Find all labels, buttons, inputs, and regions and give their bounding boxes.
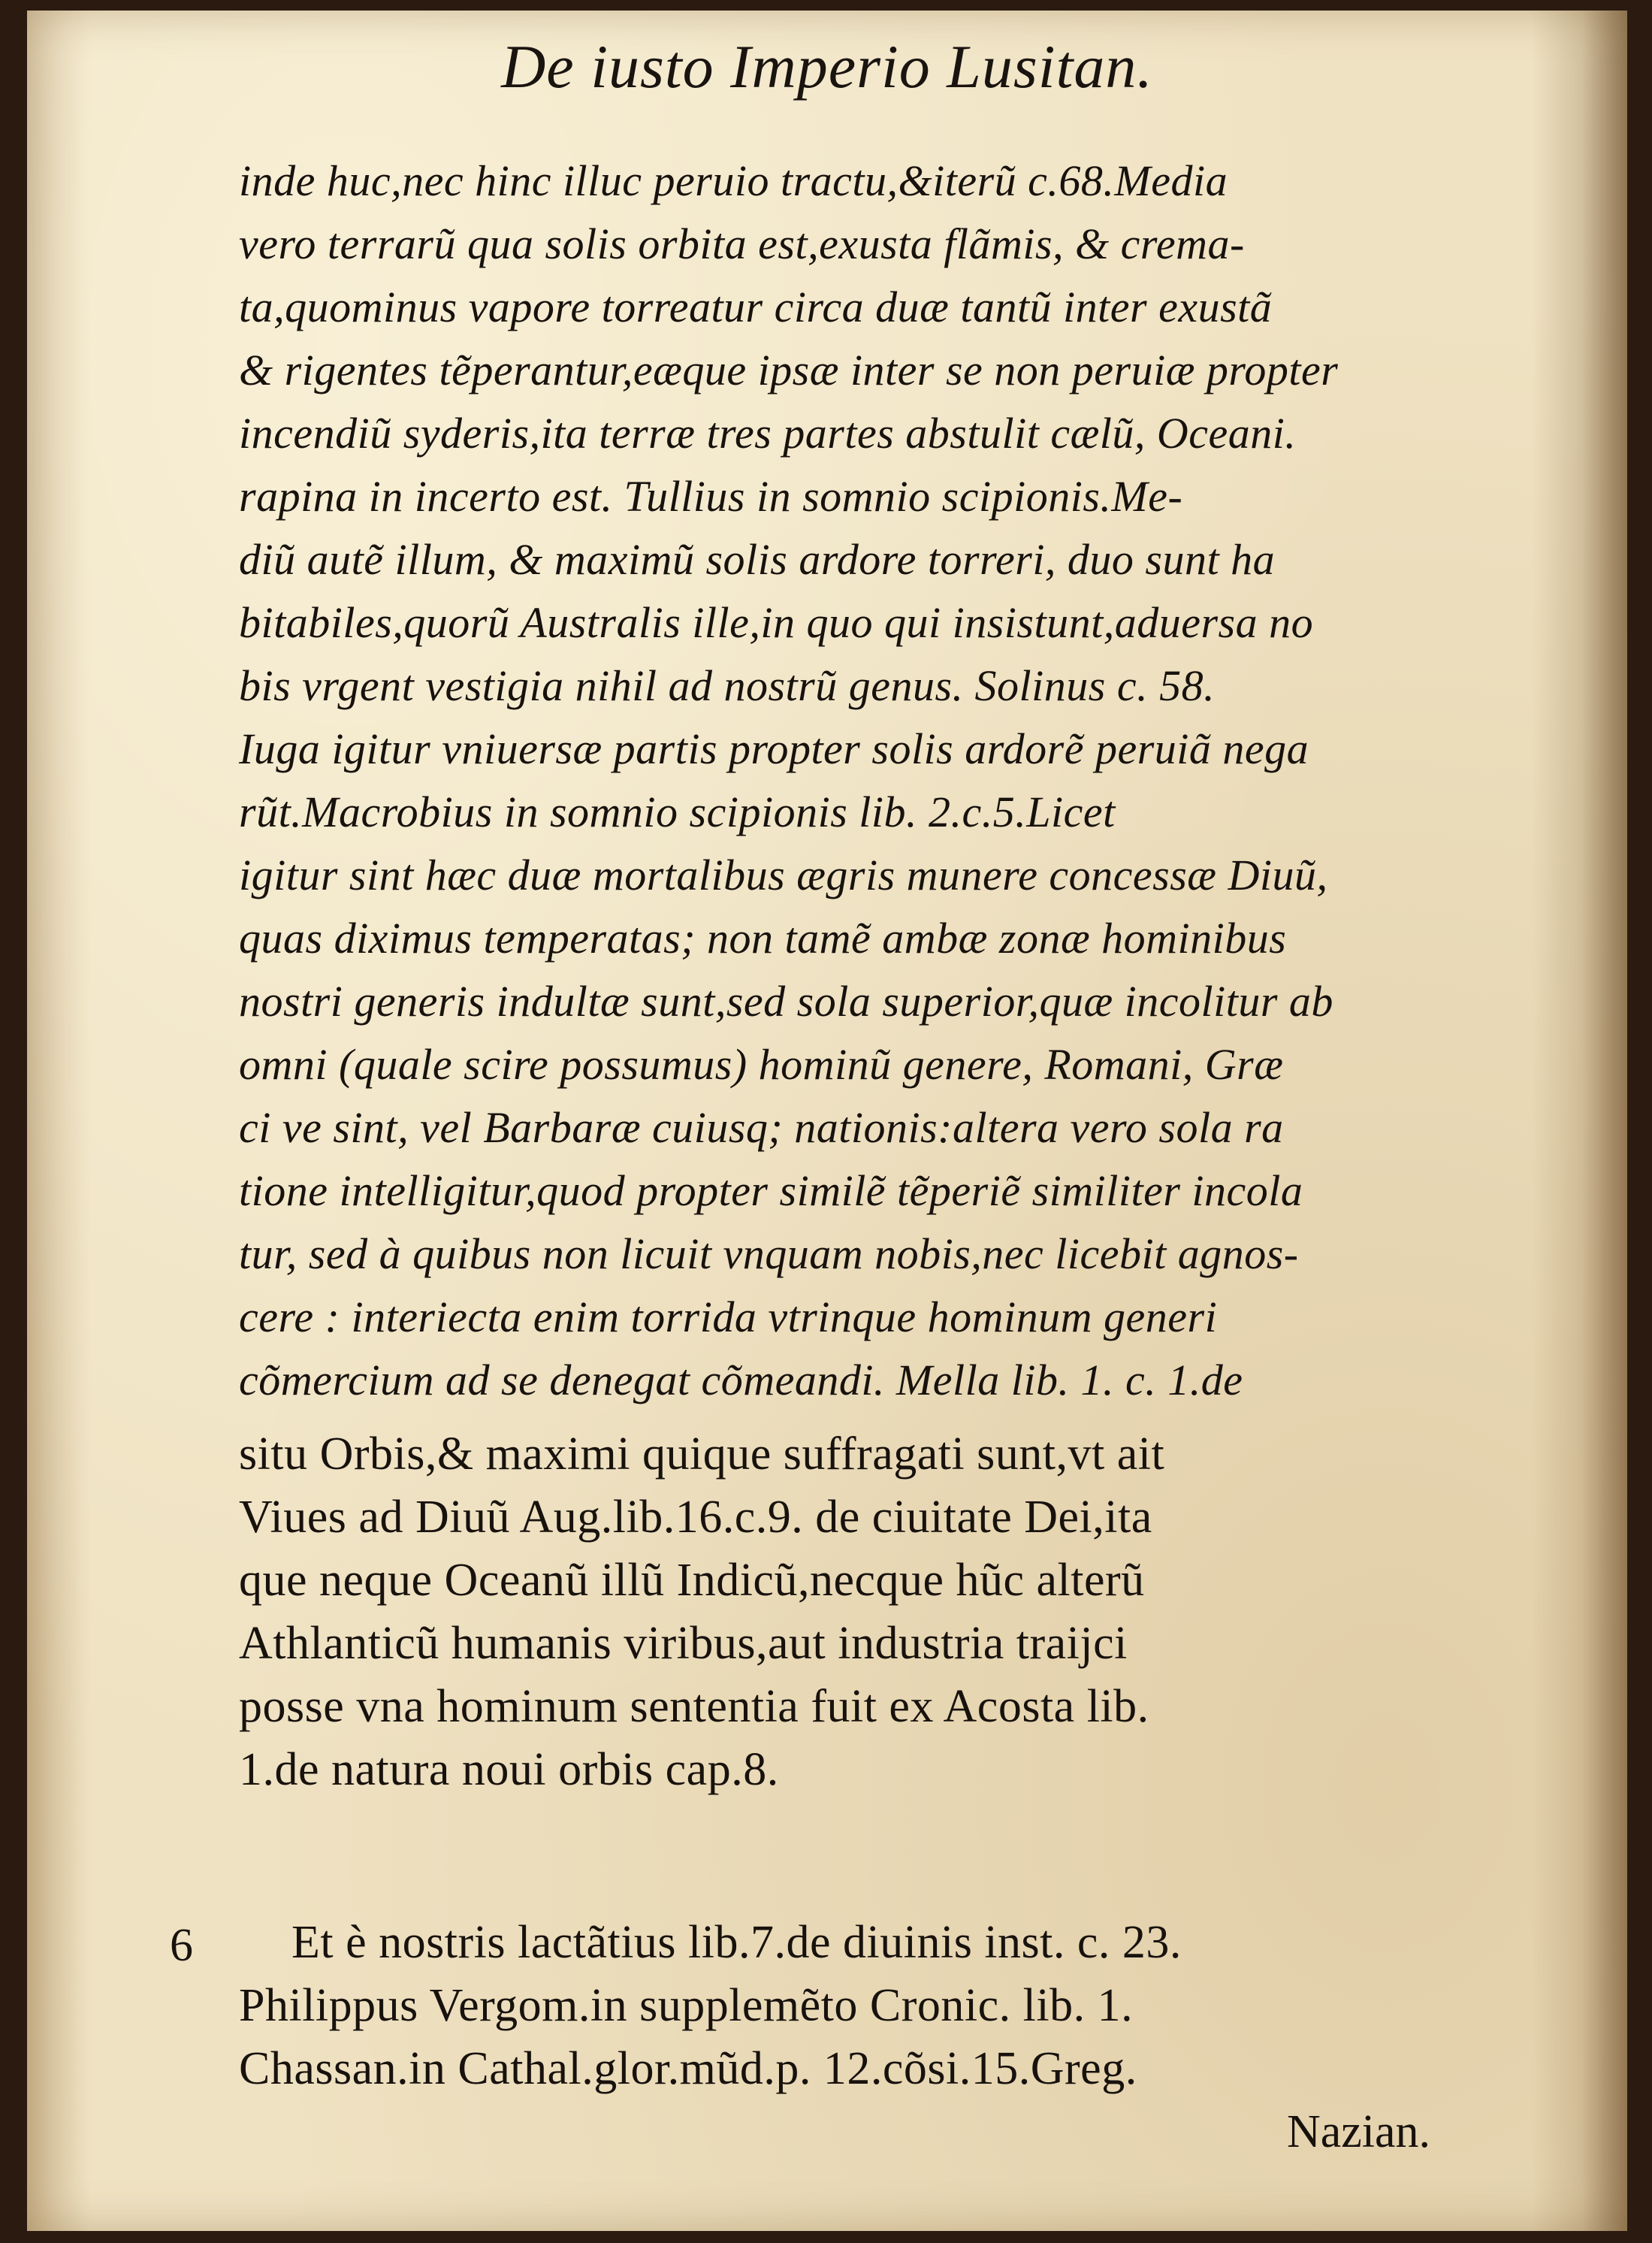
text-line: incendiũ syderis,ita terræ tres partes abstulit cælũ, Oceani. xyxy=(239,409,1297,458)
text-line: posse vna hominum sententia fuit ex Acosta lib. xyxy=(239,1681,1149,1732)
text-line: omni (quale scire possumus) hominũ genere, Romani, Græ xyxy=(239,1040,1284,1089)
text-line: nostri generis indultæ sunt,sed sola superior,quæ incolitur ab xyxy=(239,977,1333,1026)
text-line: inde huc,nec hinc illuc peruio tractu,&iterũ c.68.Media xyxy=(239,156,1228,205)
text-line: igitur sint hæc duæ mortalibus ægris munere concessæ Diuũ, xyxy=(239,851,1328,899)
text-line: & rigentes tẽperantur,eæque ipsæ inter se non peruiæ propter xyxy=(239,346,1339,394)
text-line: rũt.Macrobius in somnio scipionis lib. 2.c.5.Licet xyxy=(239,787,1116,836)
text-line: tur, sed à quibus non licuit vnquam nobis,nec licebit agnos- xyxy=(239,1229,1299,1278)
catchword: Nazian. xyxy=(1286,2106,1430,2157)
text-line: Philippus Vergom.in supplemẽto Cronic. lib. 1. xyxy=(239,1980,1134,2031)
text-line: bis vrgent vestigia nihil ad nostrũ genus. Solinus c. 58. xyxy=(239,661,1216,710)
text-line: Athlanticũ humanis viribus,aut industria traijci xyxy=(239,1618,1128,1669)
text-line: Et è nostris lactãtius lib.7.de diuinis inst. c. 23. xyxy=(291,1917,1182,1968)
text-line: que neque Oceanũ illũ Indicũ,necque hũc alterũ xyxy=(239,1555,1145,1606)
text-line: ci ve sint, vel Barbaræ cuiusq; nationis:altera vero sola ra xyxy=(239,1103,1284,1152)
book-page xyxy=(27,11,1627,2231)
text-line: Viues ad Diuũ Aug.lib.16.c.9. de ciuitate Dei,ita xyxy=(239,1492,1152,1543)
running-head: De iusto Imperio Lusitan. xyxy=(501,32,1153,101)
text-line: Chassan.in Cathal.glor.mũd.p. 12.cõsi.15.Greg. xyxy=(239,2043,1137,2094)
text-line: tione intelligitur,quod propter similẽ tẽperiẽ similiter incola xyxy=(239,1166,1303,1215)
text-line: diũ autẽ illum, & maximũ solis ardore torreri, duo sunt ha xyxy=(239,535,1276,584)
text-line: Iuga igitur vniuersæ partis propter solis ardorẽ peruiã nega xyxy=(239,724,1309,773)
text-line: rapina in incerto est. Tullius in somnio scipionis.Me- xyxy=(239,472,1183,521)
text-line: cõmercium ad se denegat cõmeandi. Mella lib. 1. c. 1.de xyxy=(239,1356,1243,1404)
text-line: 1.de natura noui orbis cap.8. xyxy=(239,1744,779,1795)
text-line: quas diximus temperatas; non tamẽ ambæ zonæ hominibus xyxy=(239,914,1287,963)
text-line: cere : interiecta enim torrida vtrinque hominum generi xyxy=(239,1292,1218,1341)
marginal-note-number: 6 xyxy=(170,1920,193,1971)
text-line: vero terrarũ qua solis orbita est,exusta flãmis, & crema- xyxy=(239,219,1245,268)
page-edge-shadow xyxy=(1582,11,1627,2231)
text-line: ta,quominus vapore torreatur circa duæ tantũ inter exustã xyxy=(239,283,1273,331)
text-line: situ Orbis,& maximi quique suffragati sunt,vt ait xyxy=(239,1428,1165,1480)
text-line: bitabiles,quorũ Australis ille,in quo qui insistunt,aduersa no xyxy=(239,598,1314,647)
